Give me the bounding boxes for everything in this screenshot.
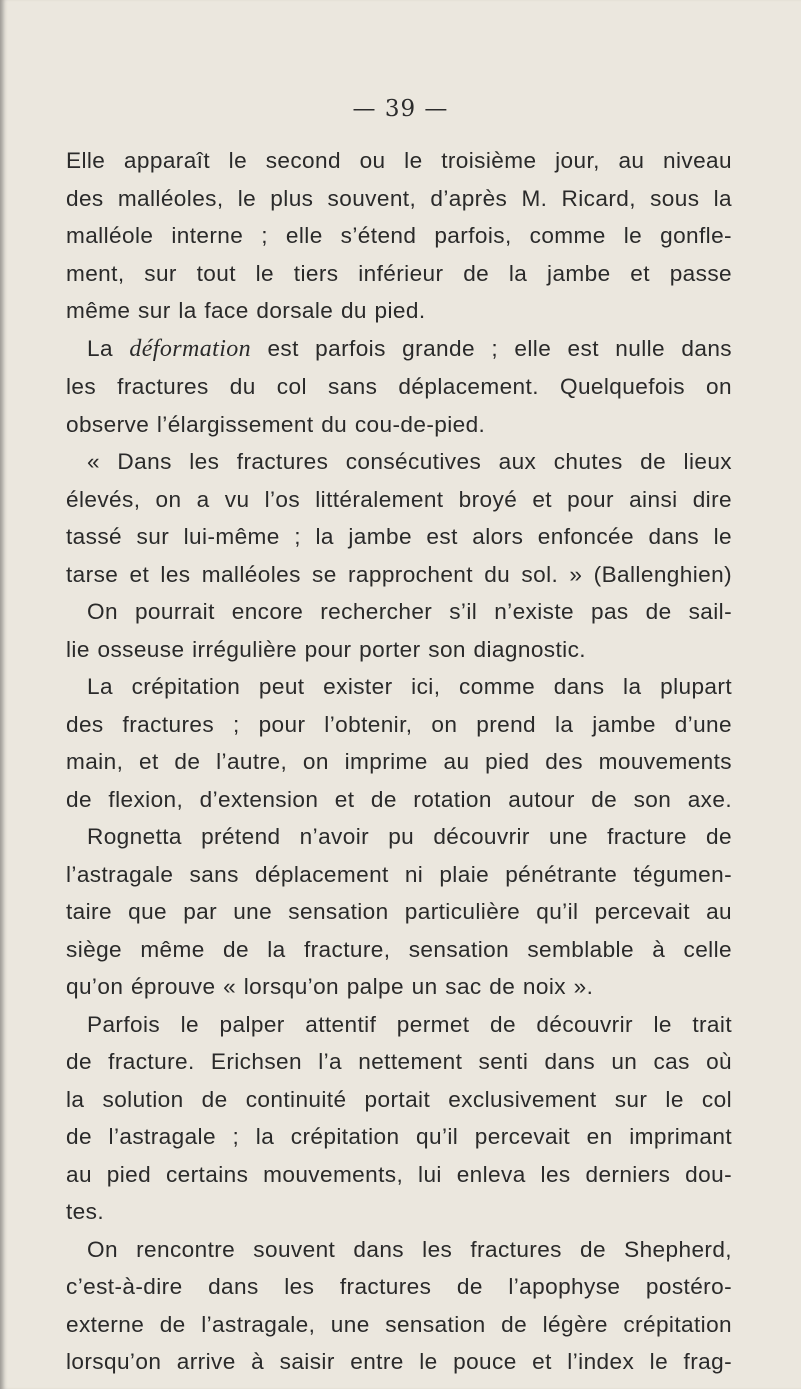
text-line: les fractures du col sans déplacement. Quelquefois on xyxy=(66,374,732,399)
text-line: La crépitation peut exister ici, comme dans la plupart xyxy=(87,674,732,699)
text-line: malléole interne ; elle s’étend parfois, comme le gonfle- xyxy=(66,223,732,248)
text-line: tarse et les malléoles se rapprochent du sol. » (Ballenghien) xyxy=(66,561,732,587)
text-line: lorsqu’on arrive à saisir entre le pouce et l’index le frag- xyxy=(66,1349,732,1374)
text-line xyxy=(66,330,732,369)
text-line: tassé sur lui-même ; la jambe est alors enfoncée dans le xyxy=(66,524,732,549)
text-line: au pied certains mouvements, lui enleva les derniers dou- xyxy=(66,1161,732,1187)
text-line: main, et de l’autre, on imprime au pied des mouvements xyxy=(66,749,732,774)
text-line: Elle apparaît le second ou le troisième jour, au niveau xyxy=(66,148,732,173)
text-line: lie osseuse irrégulière pour porter son diagnostic. xyxy=(66,636,586,662)
text-segment: est parfois grande ; elle est nulle dans xyxy=(251,335,732,361)
text-line: taire que par une sensation particulière qu’il percevait au xyxy=(66,899,732,924)
italic-term: déformation xyxy=(129,335,252,362)
text-line: des malléoles, le plus souvent, d’après M. Ricard, sous la xyxy=(66,185,732,211)
text-line: On pourrait encore rechercher s’il n’existe pas de sail- xyxy=(87,599,732,624)
text-line: tes. xyxy=(66,1199,105,1224)
text-line: la solution de continuité portait exclusivement sur le col xyxy=(66,1086,732,1112)
text-line: de l’astragale ; la crépitation qu’il percevait en imprimant xyxy=(66,1124,732,1149)
text-line: Rognetta prétend n’avoir pu découvrir une fracture de xyxy=(87,824,732,849)
text-line: « Dans les fractures consécutives aux chutes de lieux xyxy=(87,449,732,474)
text-body xyxy=(66,142,732,1381)
text-line: observe l’élargissement du cou-de-pied. xyxy=(66,411,486,437)
text-line: qu’on éprouve « lorsqu’on palpe un sac de noix ». xyxy=(66,974,594,999)
text-line: élevés, on a vu l’os littéralement broyé et pour ainsi dire xyxy=(66,486,732,512)
text-line: des fractures ; pour l’obtenir, on prend la jambe d’une xyxy=(66,711,732,737)
text-line: de flexion, d’extension et de rotation autour de son axe. xyxy=(66,786,732,812)
page-number: — 39 — xyxy=(352,96,449,122)
text-line: de fracture. Erichsen l’a nettement senti dans un cas où xyxy=(66,1049,732,1074)
text-line: Parfois le palper attentif permet de découvrir le trait xyxy=(87,1011,732,1037)
text-line: c’est-à-dire dans les fractures de l’apophyse postéro- xyxy=(66,1274,732,1299)
text-segment: La xyxy=(87,335,130,361)
text-line: externe de l’astragale, une sensation de légère crépitation xyxy=(66,1311,732,1337)
text-line: siège même de la fracture, sensation semblable à celle xyxy=(66,936,732,962)
text-line: même sur la face dorsale du pied. xyxy=(66,298,426,323)
text-line: ment, sur tout le tiers inférieur de la jambe et passe xyxy=(66,260,732,286)
text-line: l’astragale sans déplacement ni plaie pénétrante tégumen- xyxy=(66,861,732,887)
text-line: On rencontre souvent dans les fractures de Shepherd, xyxy=(87,1236,732,1262)
